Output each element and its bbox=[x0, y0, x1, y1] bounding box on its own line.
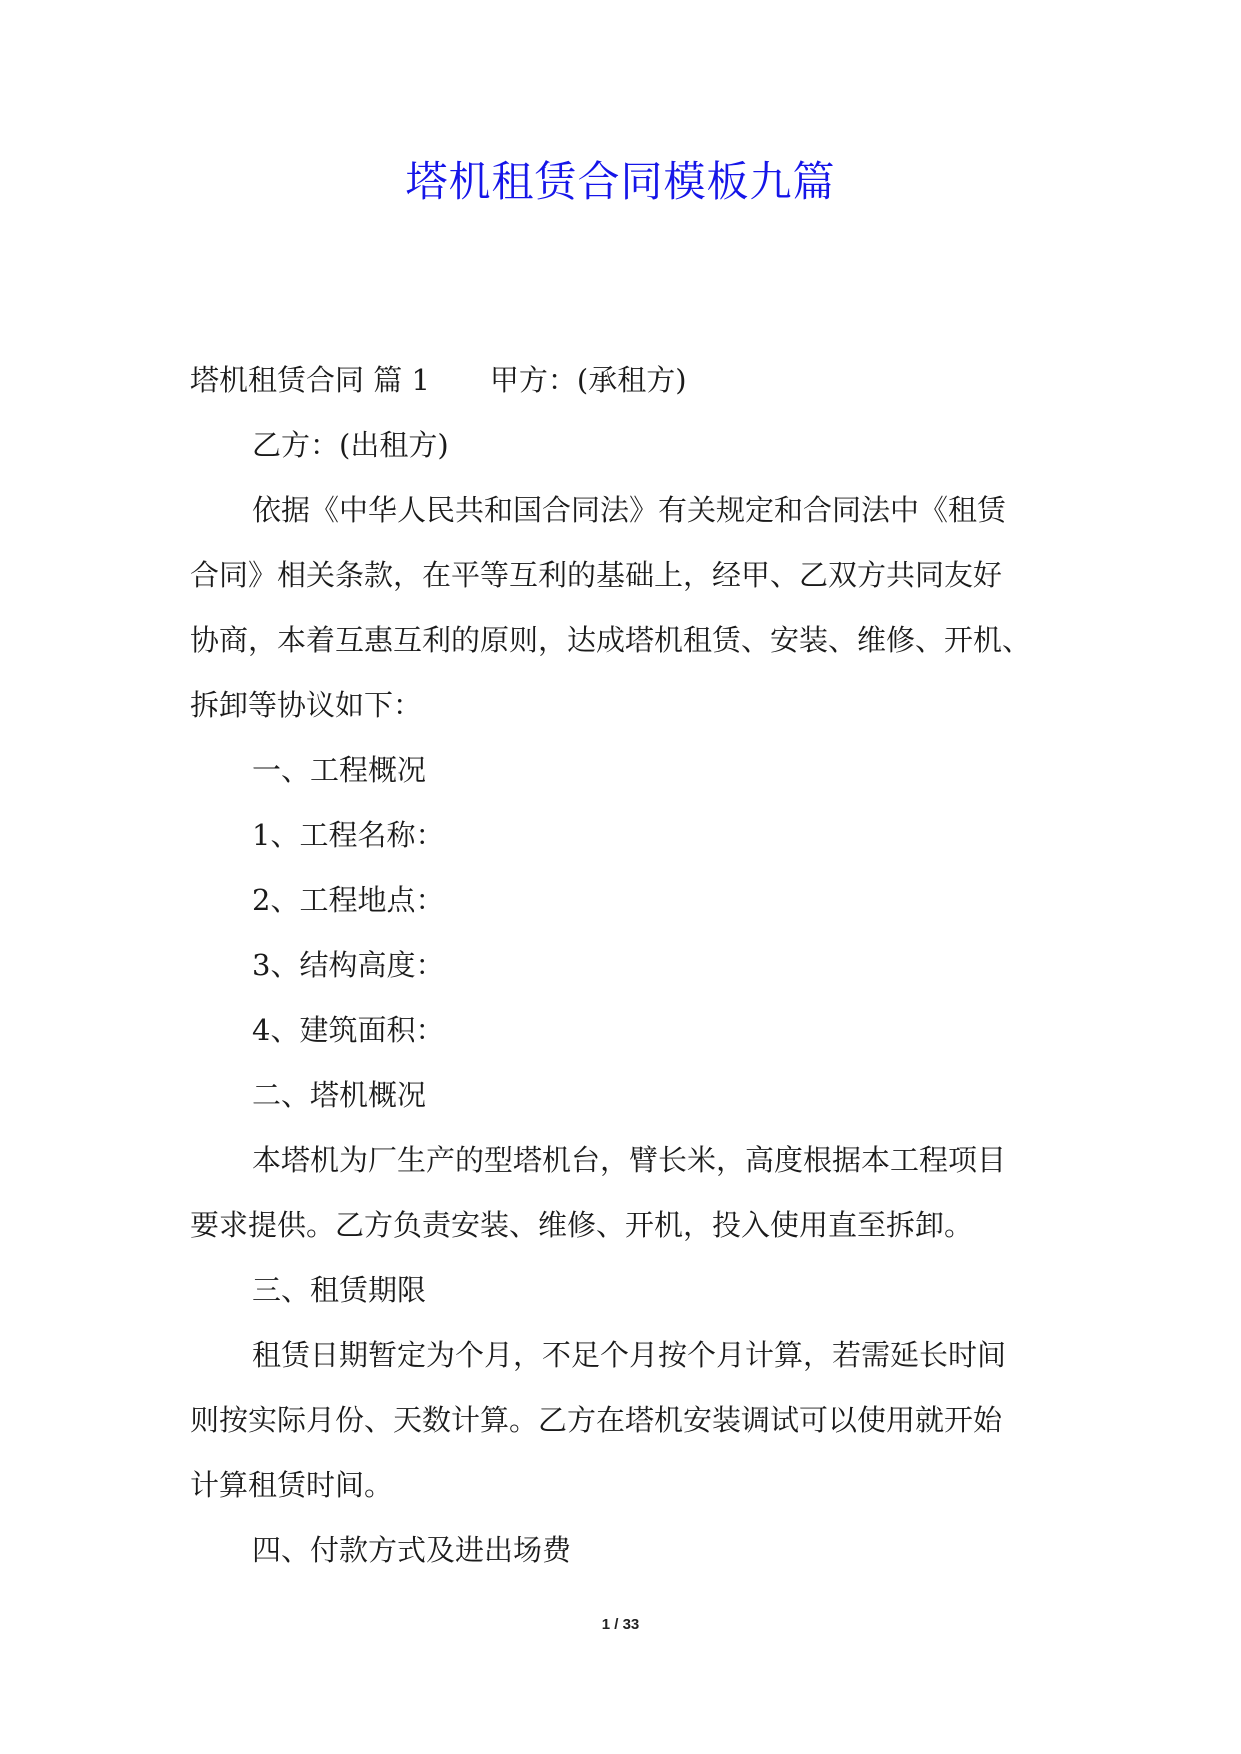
document-title: 塔机租赁合同模板九篇 bbox=[405, 157, 836, 206]
paragraph-line: 合同》相关条款，在平等互利的基础上，经甲、乙双方共同友好 bbox=[190, 558, 1003, 592]
contract-heading-section: 篇 1 bbox=[373, 363, 430, 397]
list-item: 4、建筑面积： bbox=[252, 1013, 445, 1047]
list-item: 1、工程名称： bbox=[252, 818, 445, 852]
contract-heading bbox=[190, 348, 1060, 413]
paragraph-line: 则按实际月份、天数计算。乙方在塔机安装调试可以使用就开始 bbox=[190, 1403, 1003, 1437]
list-item: 3、结构高度： bbox=[252, 948, 445, 982]
paragraph-line: 依据《中华人民共和国合同法》有关规定和合同法中《租赁 bbox=[252, 493, 1007, 527]
section-heading: 二、塔机概况 bbox=[252, 1078, 427, 1112]
page-number: 1 / 33 bbox=[601, 1616, 640, 1633]
list-item: 2、工程地点： bbox=[252, 883, 445, 917]
paragraph-line: 租赁日期暂定为个月，不足个月按个月计算，若需延长时间 bbox=[252, 1338, 1007, 1372]
contract-heading-label: 塔机租赁合同 bbox=[190, 363, 365, 397]
section-heading: 一、工程概况 bbox=[252, 753, 427, 787]
paragraph-line: 拆卸等协议如下： bbox=[190, 688, 423, 722]
paragraph-line: 协商，本着互惠互利的原则，达成塔机租赁、安装、维修、开机、 bbox=[190, 623, 1032, 657]
section-heading: 四、付款方式及进出场费 bbox=[252, 1533, 572, 1567]
paragraph-line: 要求提供。乙方负责安装、维修、开机，投入使用直至拆卸。 bbox=[190, 1208, 974, 1242]
party-a-line: 甲方：(承租方) bbox=[489, 363, 687, 397]
section-heading: 三、租赁期限 bbox=[252, 1273, 427, 1307]
paragraph-line: 计算租赁时间。 bbox=[190, 1468, 394, 1502]
party-b-line: 乙方：(出租方) bbox=[252, 428, 449, 462]
document-body bbox=[190, 348, 1060, 1583]
paragraph-line: 本塔机为厂生产的型塔机台，臂长米，高度根据本工程项目 bbox=[252, 1143, 1007, 1177]
